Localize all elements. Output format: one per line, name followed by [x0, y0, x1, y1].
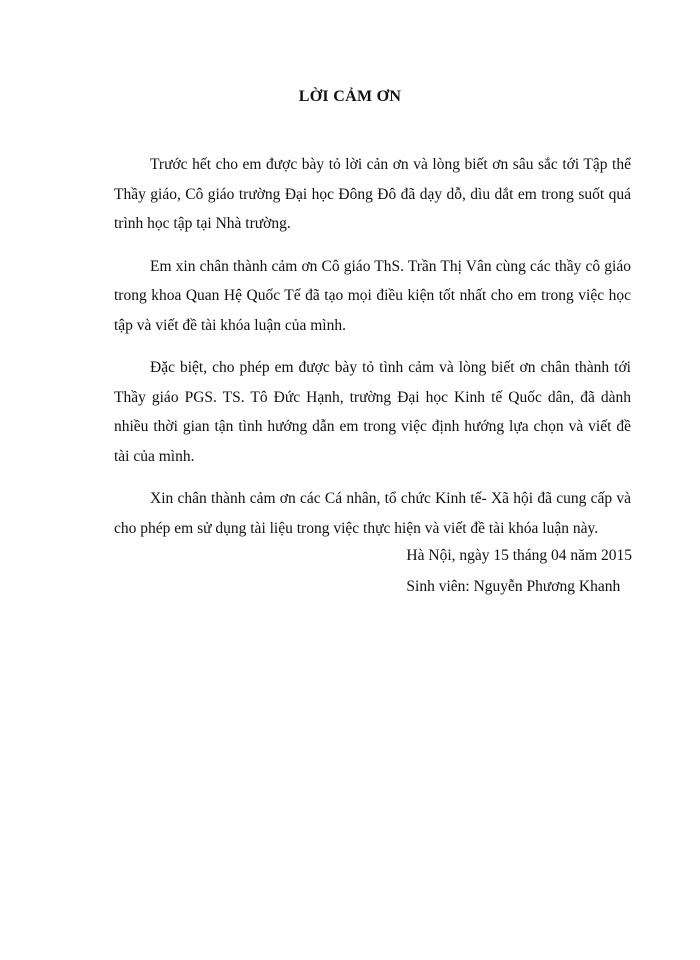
- paragraph-4: Xin chân thành cảm ơn các Cá nhân, tổ chức Kinh tế- Xã hội đã cung cấp và cho phép em sử dụng tài liệu trong việc thực hiện và viết đề tài khóa luận này.: [114, 490, 631, 537]
- paragraph-1: Trước hết cho em được bày tỏ lời cản ơn và lòng biết ơn sâu sắc tới Tập thể Thầy giáo, Cô giáo trường Đại học Đông Đô đã dạy dỗ, dìu dắt em trong suốt quá trình học tập tại Nhà trường.: [114, 156, 631, 232]
- page-title: LỜI CẢM ƠN: [298, 88, 402, 105]
- paragraph-3: Đặc biệt, cho phép em được bày tỏ tình cảm và lòng biết ơn chân thành tới Thầy giáo PGS. TS. Tô Đức Hạnh, trường Đại học Kinh tế Quốc dân, đã dành nhiều thời gian tận tình hướng dẫn em trong việc định hướng lựa chọn và viết đề tài của mình.: [114, 359, 631, 465]
- signature-block: [406, 540, 632, 602]
- body-text: [114, 150, 631, 556]
- paragraph-2: Em xin chân thành cảm ơn Cô giáo ThS. Trần Thị Vân cùng các thầy cô giáo trong khoa Quan Hệ Quốc Tế đã tạo mọi điều kiện tốt nhất cho em trong việc học tập và viết đề tài khóa luận của mình.: [114, 257, 631, 334]
- signature-line: Sinh viên: Nguyễn Phương Khanh: [406, 578, 621, 595]
- date-line: Hà Nội, ngày 15 tháng 04 năm 2015: [406, 547, 632, 564]
